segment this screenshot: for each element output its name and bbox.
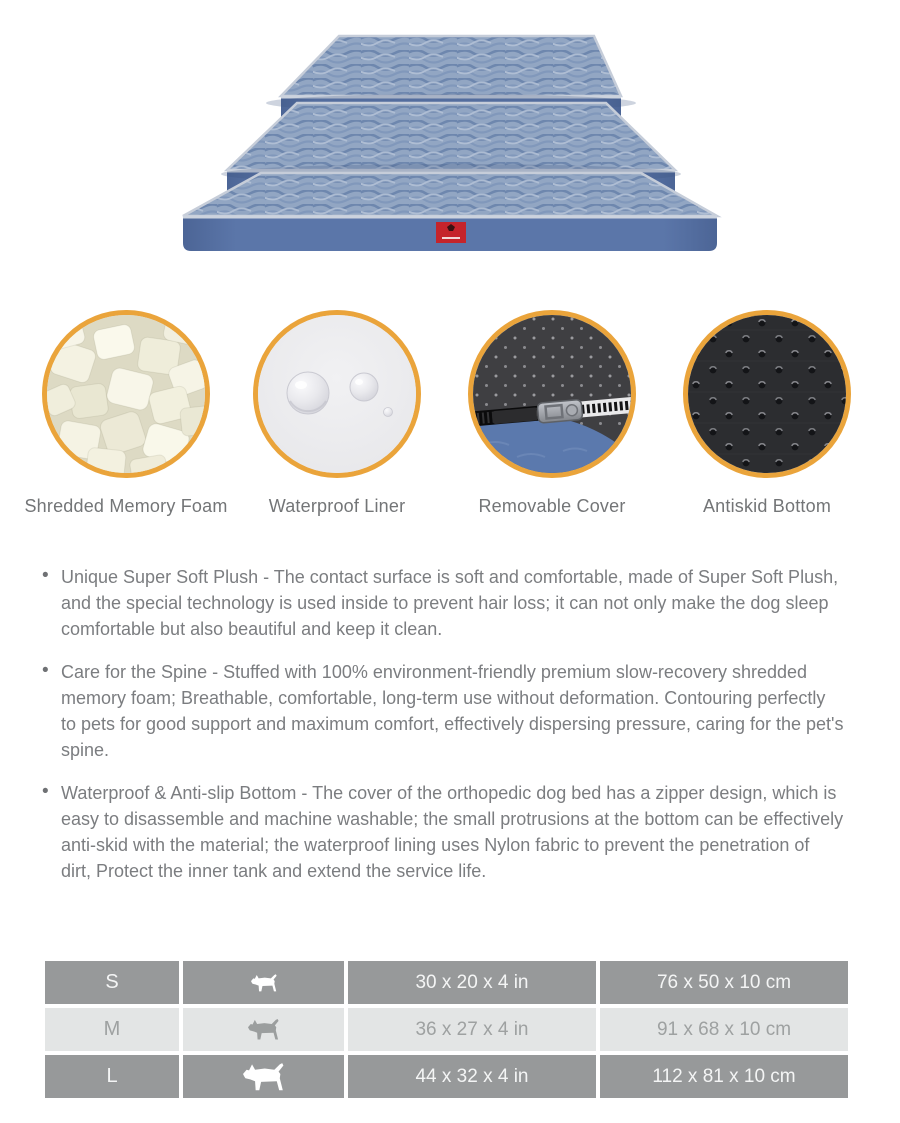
centimeters-cell: 76 x 50 x 10 cm xyxy=(600,961,848,1004)
feature-memory-foam xyxy=(14,310,238,517)
bullet-care-for-spine: • Care for the Spine - Stuffed with 100% environment-friendly premium slow-recovery shredded memory foam; Breathable, comfortable, long-term use without deformation. Contouring perfectly to pets for good support and maximum comfort, effectively dispersing pressure, caring for the pet's spine. xyxy=(42,659,844,763)
feature-removable-cover xyxy=(440,310,664,517)
bullet-waterproof-antislip: • Waterproof & Anti-slip Bottom - The cover of the orthopedic dog bed has a zipper design, which is easy to disassemble and machine washable; the small protrusions at the bottom can be effectively anti-skid with the material; the waterproof lining uses Nylon fabric to prevent the penetration of dirt, Protect the inner tank and extend the service life. xyxy=(42,780,844,884)
feature-label: Antiskid Bottom xyxy=(702,496,832,516)
product-bullets xyxy=(42,564,844,901)
size-cell: S xyxy=(45,961,179,1004)
bullet-soft-plush: • Unique Super Soft Plush - The contact surface is soft and comfortable, made of Super Soft Plush, and the special technology is used inside to prevent hair loss; it can not only make the dog sleep comfortable but also beautiful and keep it clean. xyxy=(42,564,844,642)
table-cell xyxy=(183,961,344,1004)
red-brand-tag xyxy=(436,222,466,243)
small-dog-icon xyxy=(251,974,277,992)
inches-cell: 30 x 20 x 4 in xyxy=(348,961,596,1004)
medium-dog-icon xyxy=(248,1019,279,1040)
water-droplets-photo xyxy=(253,310,421,478)
size-cell: L xyxy=(45,1055,179,1098)
feature-waterproof-liner xyxy=(225,310,449,517)
inches-cell: 44 x 32 x 4 in xyxy=(348,1055,596,1098)
feature-label: Shredded Memory Foam xyxy=(24,496,228,516)
large-dog-icon xyxy=(243,1063,284,1091)
centimeters-cell: 91 x 68 x 10 cm xyxy=(600,1008,848,1051)
stacked-dog-beds-photo xyxy=(169,8,731,252)
feature-label: Waterproof Liner xyxy=(268,496,406,516)
feature-label: Removable Cover xyxy=(478,496,626,516)
bed-large xyxy=(183,164,717,251)
zipper-photo xyxy=(468,310,636,478)
centimeters-cell: 112 x 81 x 10 cm xyxy=(600,1055,848,1098)
size-table xyxy=(45,961,848,1098)
size-cell: M xyxy=(45,1008,179,1051)
inches-cell: 36 x 27 x 4 in xyxy=(348,1008,596,1051)
table-cell xyxy=(183,1055,344,1098)
table-cell xyxy=(183,1008,344,1051)
memory-foam-photo xyxy=(42,310,210,478)
feature-antiskid-bottom xyxy=(655,310,879,517)
antiskid-texture-photo xyxy=(683,310,851,478)
